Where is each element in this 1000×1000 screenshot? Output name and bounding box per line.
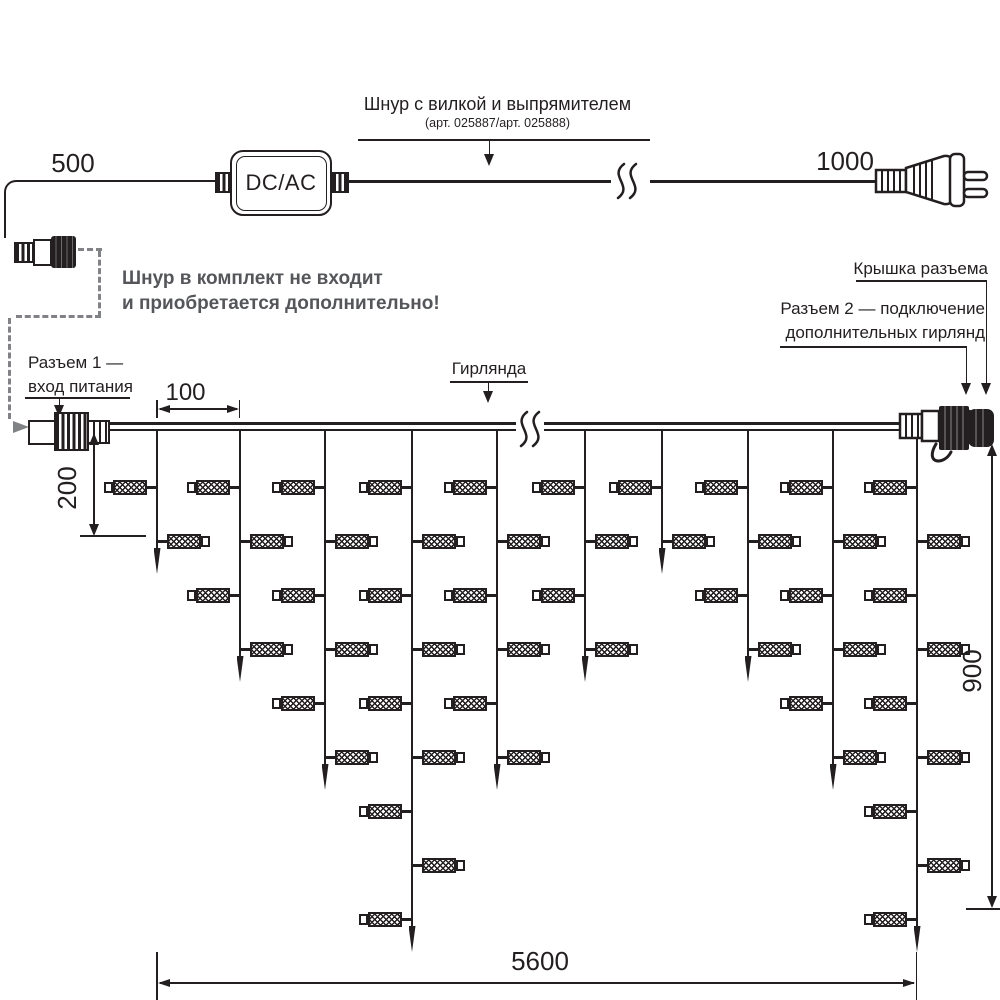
connector1-plug [28, 420, 56, 445]
lamp [927, 750, 961, 765]
strand-tip [659, 548, 666, 574]
note-line1: Шнур в комплект не входит [122, 268, 383, 289]
dim-100-tick-left [156, 400, 158, 418]
dim-900-arrow-up-icon [987, 444, 997, 456]
lamp-stub [907, 810, 917, 813]
lamp [507, 750, 541, 765]
lamp-cap [359, 482, 368, 493]
lamp-stub [402, 486, 412, 489]
lamp-stub [823, 594, 833, 597]
strand-tip [745, 656, 752, 682]
lamp-stub [315, 594, 325, 597]
dim-200-arrow-up-icon [89, 433, 99, 445]
lamp-cap [272, 698, 281, 709]
lamp-cap [369, 536, 378, 547]
lamp-stub [907, 702, 917, 705]
lamp-cap [792, 644, 801, 655]
lamp [927, 534, 961, 549]
lamp-cap [532, 590, 541, 601]
strand-wire [916, 430, 919, 928]
lamp-cap [609, 482, 618, 493]
lamp-cap [369, 752, 378, 763]
connector1-body [54, 412, 89, 451]
dim-900-tick [966, 908, 1000, 910]
lamp [672, 534, 706, 549]
lamp-cap [780, 590, 789, 601]
lamp [789, 696, 823, 711]
lamp [595, 642, 629, 657]
dim-5600-line [160, 982, 914, 984]
lamp [453, 696, 487, 711]
lamp-stub [823, 702, 833, 705]
lamp-cap [695, 482, 704, 493]
lamp [873, 804, 907, 819]
lamp-stub [402, 594, 412, 597]
dim-900: 900 [957, 649, 987, 693]
lamp-stub [907, 918, 917, 921]
strand-wire [239, 430, 242, 658]
lamp [368, 804, 402, 819]
strand-wire [661, 430, 664, 550]
lamp [281, 480, 315, 495]
connector1-label-line1: Разъем 1 — [28, 353, 124, 372]
lamp-cap [456, 536, 465, 547]
lamp [873, 696, 907, 711]
lamp-stub [907, 594, 917, 597]
lamp-stub [315, 702, 325, 705]
dim-200-tick [80, 535, 146, 537]
lamp [541, 480, 575, 495]
dim-5600-arrow-right-icon [903, 979, 915, 987]
lamp [422, 642, 456, 657]
dim-5600-tick-left [156, 952, 158, 1000]
lamp-cap [629, 644, 638, 655]
dc-ac-label: DC/AC [245, 170, 317, 195]
lamp-stub [907, 486, 917, 489]
lamp-stub [147, 486, 157, 489]
lamp [704, 588, 738, 603]
lamp-cap [201, 536, 210, 547]
strand-tip [582, 656, 589, 682]
lamp-cap [456, 752, 465, 763]
dim-5600-tick-right [916, 952, 918, 1000]
lamp [196, 480, 230, 495]
connector2-assembly [896, 398, 1000, 466]
lamp [250, 642, 284, 657]
lamp [927, 858, 961, 873]
lamp-cap [444, 698, 453, 709]
strand-wire [411, 430, 414, 928]
lamp-cap [444, 590, 453, 601]
lamp-cap [864, 482, 873, 493]
lamp-cap [877, 752, 886, 763]
lamp [368, 480, 402, 495]
strand-wire [747, 430, 750, 658]
lamp [507, 642, 541, 657]
lamp [873, 912, 907, 927]
lamp [368, 696, 402, 711]
lamp-cap [104, 482, 113, 493]
lamp [704, 480, 738, 495]
strand-tip [830, 764, 837, 790]
lamp-stub [575, 486, 585, 489]
dim-100-tick-right [239, 400, 241, 418]
lamp [618, 480, 652, 495]
lamp [368, 588, 402, 603]
strand-tip [409, 926, 416, 952]
lamp-cap [284, 536, 293, 547]
lamp [758, 534, 792, 549]
lamp-cap [792, 536, 801, 547]
lamp-cap [877, 536, 886, 547]
dim-5600-arrow-left-icon [158, 979, 170, 987]
lamp-cap [272, 590, 281, 601]
dim-5600: 5600 [511, 946, 569, 976]
lamp-stub [230, 486, 240, 489]
lamp-cap [864, 806, 873, 817]
lamp [368, 912, 402, 927]
dim-500: 500 [51, 148, 95, 178]
dim-200: 200 [52, 466, 82, 510]
lamp [789, 480, 823, 495]
lamp-stub [652, 486, 662, 489]
lamp-stub [487, 486, 497, 489]
lamp-cap [187, 482, 196, 493]
strand-tip [494, 764, 501, 790]
lamp-stub [402, 810, 412, 813]
cord-label: Шнур с вилкой и выпрямителем [363, 94, 632, 114]
dim-100-arrow-right-icon [227, 405, 239, 413]
lamp-cap [187, 590, 196, 601]
lamp [595, 534, 629, 549]
strand-wire [496, 430, 499, 766]
lamp [843, 642, 877, 657]
strand-wire [584, 430, 587, 658]
lamp [335, 534, 369, 549]
lamp-cap [864, 698, 873, 709]
garland-break-icon [510, 408, 552, 450]
lamp [453, 588, 487, 603]
lamp [196, 588, 230, 603]
lamp-cap [532, 482, 541, 493]
lamp [789, 588, 823, 603]
strand-tip [322, 764, 329, 790]
lamp-cap [444, 482, 453, 493]
note-line2: и приобретается дополнительно! [122, 293, 440, 314]
dim-1000: 1000 [816, 146, 874, 176]
garland-label: Гирлянда [451, 359, 527, 378]
lamp [335, 750, 369, 765]
lamp-cap [780, 482, 789, 493]
cord-article-label: (арт. 025887/арт. 025888) [424, 116, 571, 130]
lamp-cap [359, 806, 368, 817]
lamp-cap [369, 644, 378, 655]
lamp [281, 696, 315, 711]
lamp [507, 534, 541, 549]
lamp [422, 534, 456, 549]
lamp-stub [487, 702, 497, 705]
lamp [250, 534, 284, 549]
lamp [167, 534, 201, 549]
lamp-cap [359, 914, 368, 925]
lamp-stub [315, 486, 325, 489]
lamp [422, 858, 456, 873]
dim-900-line [991, 456, 993, 898]
connector2-label-line1: Разъем 2 — подключение [780, 299, 985, 318]
cap-label: Крышка разъема [853, 259, 988, 278]
lamp-cap [695, 590, 704, 601]
lamp-stub [738, 486, 748, 489]
lamp-cap [359, 590, 368, 601]
lamp [113, 480, 147, 495]
lamp [873, 480, 907, 495]
lamp-cap [961, 536, 970, 547]
lamp-cap [864, 914, 873, 925]
lamp-cap [961, 752, 970, 763]
dim-100-arrow-left-icon [158, 405, 170, 413]
dim-900-arrow-down-icon [987, 896, 997, 908]
lamp-cap [629, 536, 638, 547]
lamp-stub [487, 594, 497, 597]
connector1-label-line2: вход питания [28, 377, 133, 396]
lamp [422, 750, 456, 765]
lamp-cap [877, 644, 886, 655]
strand-tip [237, 656, 244, 682]
lamp [335, 642, 369, 657]
lamp [453, 480, 487, 495]
strand-wire [832, 430, 835, 766]
strand-wire [156, 430, 159, 550]
lamp-cap [706, 536, 715, 547]
lamp-cap [961, 860, 970, 871]
lamp-stub [823, 486, 833, 489]
lamp [281, 588, 315, 603]
lamp-cap [284, 644, 293, 655]
lamp-cap [864, 590, 873, 601]
connector2-label-line2: дополнительных гирлянд [785, 323, 985, 342]
lamp-cap [541, 752, 550, 763]
lamp-stub [402, 918, 412, 921]
strand-tip [154, 548, 161, 574]
lamp-cap [456, 644, 465, 655]
dim-100: 100 [165, 379, 206, 406]
lamp-stub [738, 594, 748, 597]
lamp [758, 642, 792, 657]
lamp-cap [456, 860, 465, 871]
lamp-cap [541, 536, 550, 547]
lamp-stub [575, 594, 585, 597]
dim-200-line [93, 440, 95, 534]
lamp [843, 750, 877, 765]
lamp-cap [780, 698, 789, 709]
strand-wire [324, 430, 327, 766]
lamp [873, 588, 907, 603]
lamp-cap [541, 644, 550, 655]
lamp-stub [230, 594, 240, 597]
strand-tip [914, 926, 921, 952]
dim-100-line [160, 408, 237, 410]
lamp [843, 534, 877, 549]
lamp-cap [359, 698, 368, 709]
lamp-stub [402, 702, 412, 705]
lamp [927, 642, 961, 657]
lamp-cap [272, 482, 281, 493]
lamp [541, 588, 575, 603]
